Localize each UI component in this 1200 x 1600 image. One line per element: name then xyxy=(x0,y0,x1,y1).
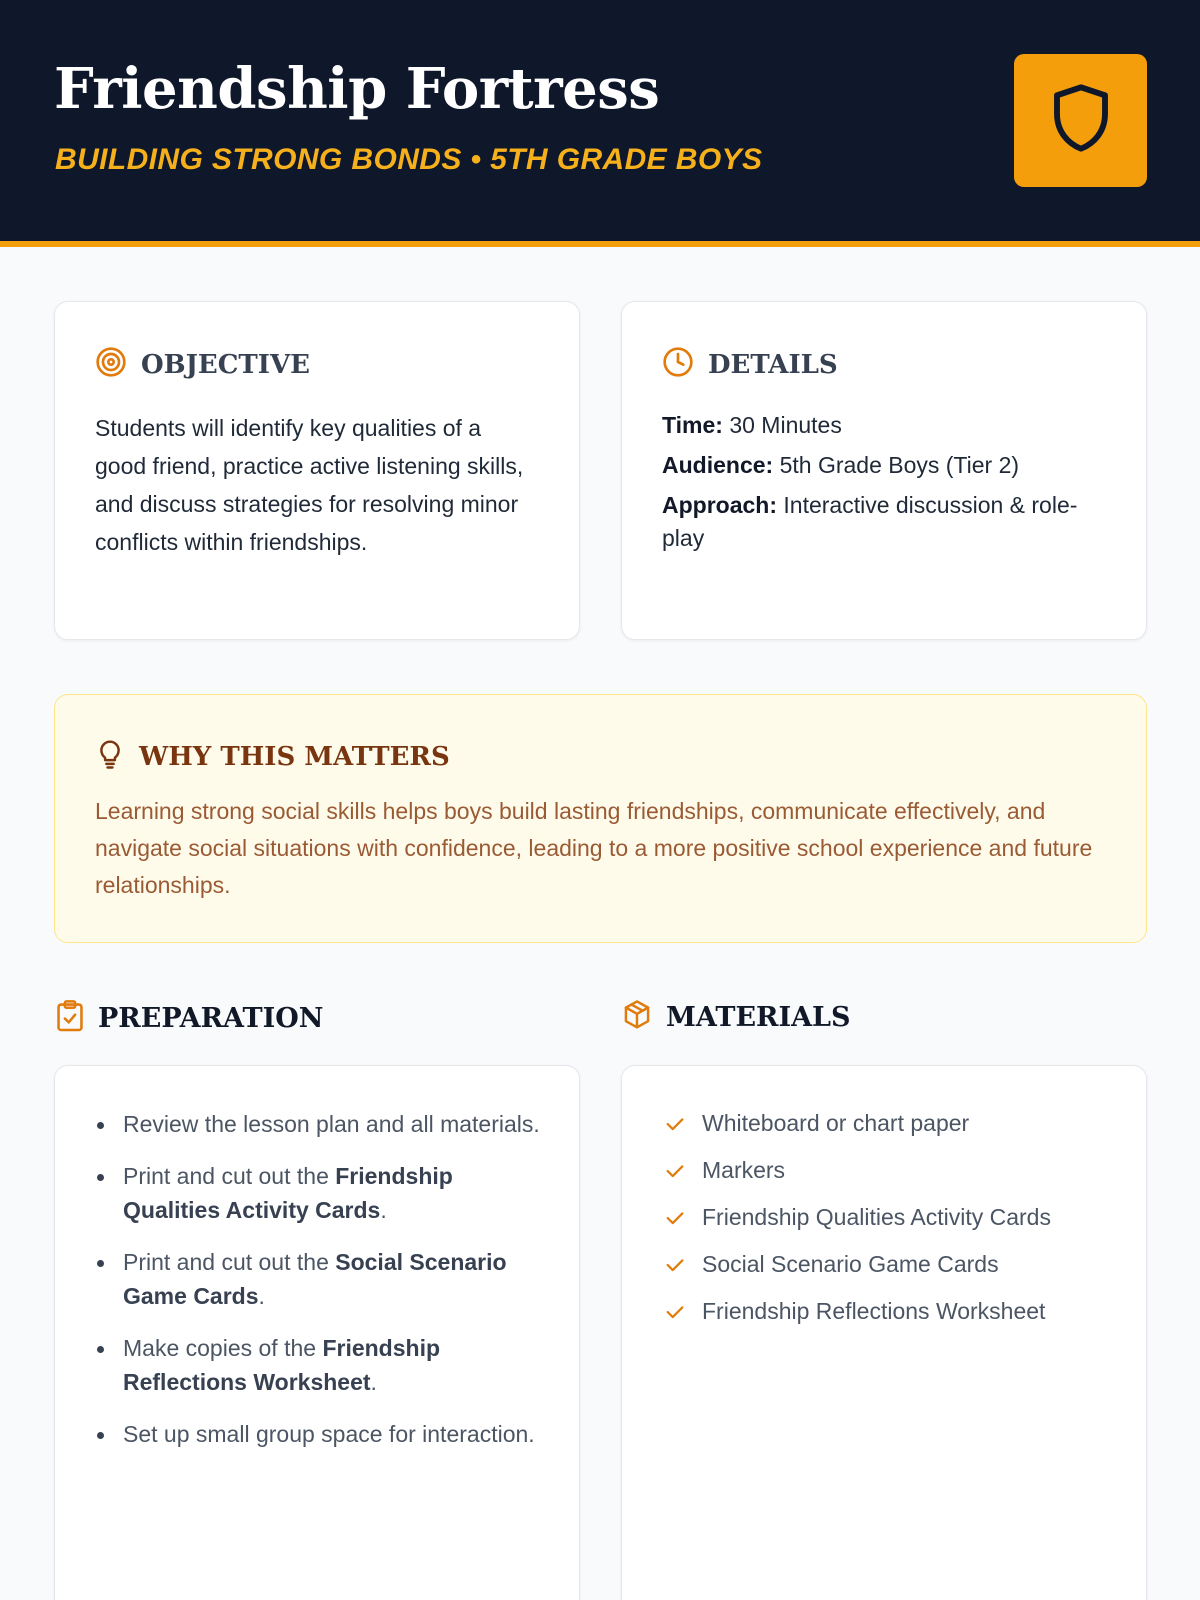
preparation-header xyxy=(56,999,323,1038)
preparation-list xyxy=(95,1107,545,1469)
materials-header xyxy=(622,999,851,1036)
list-item xyxy=(664,1201,1124,1234)
details-card xyxy=(621,301,1147,640)
preparation-title: PREPARATION xyxy=(98,1003,324,1034)
why-text: Learning strong social skills helps boys build lasting friendships, communicate effectively, and navigate social situations with confidence, leading to a more positive school experience and future relationships. xyxy=(95,798,1093,898)
objective-card xyxy=(54,301,580,640)
detail-audience-label: Audience: xyxy=(662,452,774,478)
clock-icon xyxy=(662,346,694,383)
objective-title: OBJECTIVE xyxy=(141,349,310,380)
detail-time-label: Time: xyxy=(662,412,723,438)
list-item: Print and cut out the Social Scenario Game Cards. xyxy=(95,1245,545,1313)
clipboard-check-icon xyxy=(56,999,84,1038)
detail-approach-value: Interactive discussion & role-play xyxy=(662,492,1078,551)
materials-title: MATERIALS xyxy=(666,1002,851,1033)
materials-card xyxy=(621,1065,1147,1600)
detail-audience xyxy=(662,449,1092,482)
list-item: Print and cut out the Friendship Qualities Activity Cards. xyxy=(95,1159,545,1227)
check-icon xyxy=(664,1301,686,1323)
check-icon xyxy=(664,1207,686,1229)
why-callout xyxy=(54,694,1147,943)
detail-time xyxy=(662,409,1092,442)
details-title: DETAILS xyxy=(708,349,838,380)
page-title: Friendship Fortress xyxy=(54,56,660,122)
material-label: Markers xyxy=(702,1157,786,1183)
objective-text: Students will identify key qualities of a good friend, practice active listening skills, and discuss strategies for resolving minor conflicts within friendships. xyxy=(95,415,524,555)
objective-header xyxy=(95,346,310,383)
detail-approach-label: Approach: xyxy=(662,492,777,518)
list-item: Review the lesson plan and all materials. xyxy=(95,1107,545,1141)
shield-icon xyxy=(1049,82,1113,159)
check-icon xyxy=(664,1113,686,1135)
details-list xyxy=(662,409,1092,562)
package-icon xyxy=(622,999,652,1036)
header-badge xyxy=(1014,54,1147,187)
list-item: Make copies of the Friendship Reflections Worksheet. xyxy=(95,1331,545,1399)
material-label: Friendship Reflections Worksheet xyxy=(702,1298,1046,1324)
target-icon xyxy=(95,346,127,383)
why-header xyxy=(95,738,450,775)
material-label: Social Scenario Game Cards xyxy=(702,1251,999,1277)
material-label: Whiteboard or chart paper xyxy=(702,1110,970,1136)
list-item xyxy=(664,1248,1124,1281)
materials-list xyxy=(664,1107,1124,1342)
detail-approach xyxy=(662,489,1092,555)
list-item xyxy=(664,1295,1124,1328)
page-header xyxy=(0,0,1200,247)
list-item xyxy=(664,1107,1124,1140)
detail-time-value: 30 Minutes xyxy=(729,412,842,438)
preparation-card xyxy=(54,1065,580,1600)
list-item xyxy=(664,1154,1124,1187)
check-icon xyxy=(664,1254,686,1276)
why-title: WHY THIS MATTERS xyxy=(139,741,450,772)
material-label: Friendship Qualities Activity Cards xyxy=(702,1204,1051,1230)
list-item: Set up small group space for interaction. xyxy=(95,1417,545,1451)
page-subtitle: BUILDING STRONG BONDS • 5TH GRADE BOYS xyxy=(55,143,763,176)
details-header xyxy=(662,346,838,383)
lightbulb-icon xyxy=(95,738,125,775)
detail-audience-value: 5th Grade Boys (Tier 2) xyxy=(779,452,1020,478)
check-icon xyxy=(664,1160,686,1182)
